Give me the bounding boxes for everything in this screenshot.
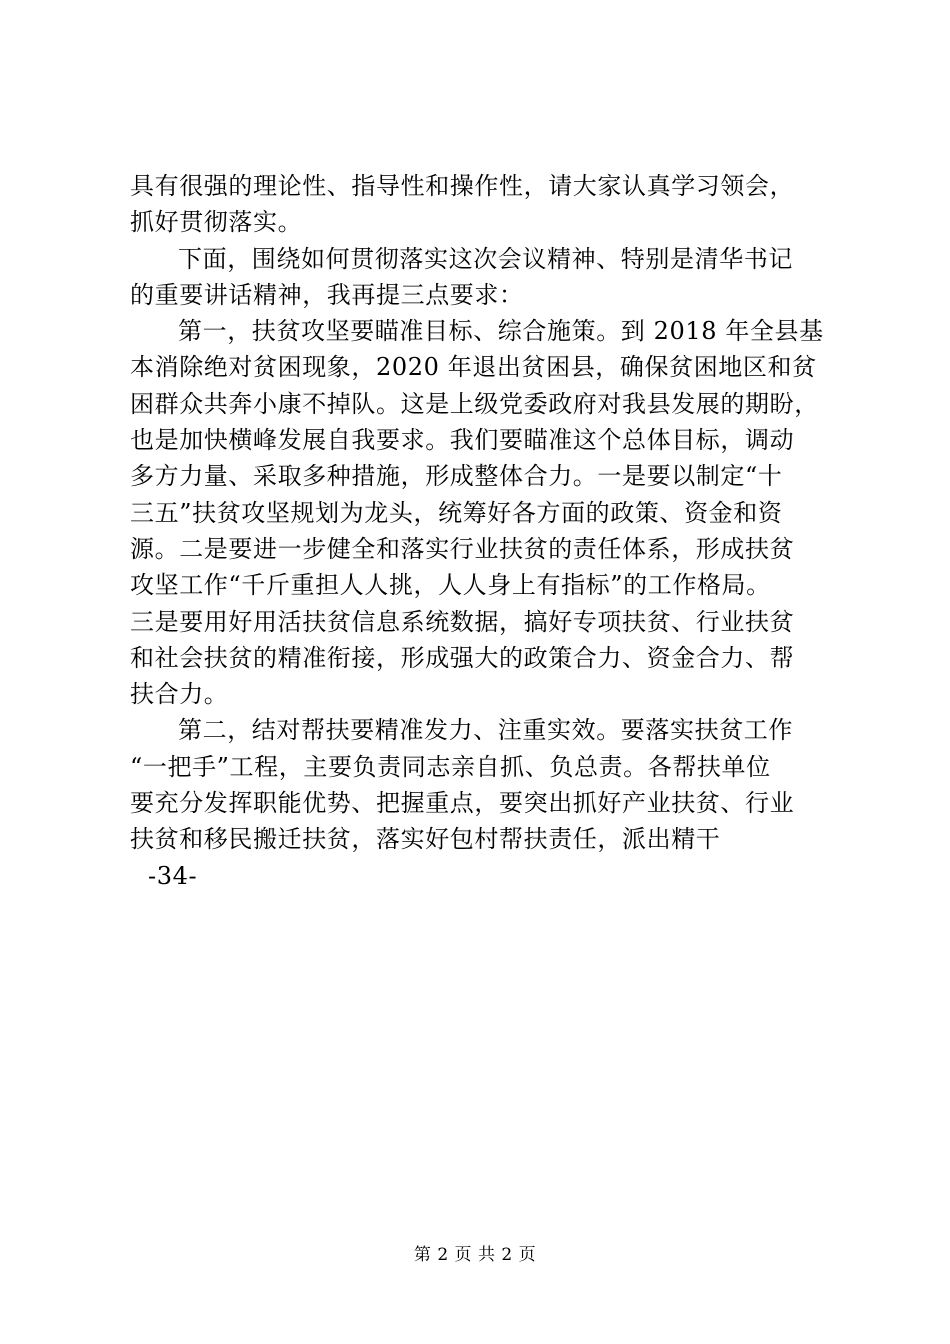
page-footer: 第 2 页 共 2 页 [413, 1245, 537, 1265]
body-line: 要充分发挥职能优势、把握重点，要突出抓好产业扶贫、行业 [130, 789, 795, 818]
body-line: 第一，扶贫攻坚要瞄准目标、综合施策。到 2018 年全县基 [178, 317, 824, 346]
body-line: 第二，结对帮扶要精准发力、注重实效。要落实扶贫工作 [178, 716, 793, 745]
body-line: 的重要讲话精神，我再提三点要求： [130, 280, 524, 309]
body-line: 本消除绝对贫困现象，2020 年退出贫困县，确保贫困地区和贫 [130, 353, 817, 382]
body-line: 三五”扶贫攻坚规划为龙头，统筹好各方面的政策、资金和资 [130, 498, 783, 527]
body-line: 多方力量、采取多种措施，形成整体合力。一是要以制定“十 [130, 462, 783, 491]
body-line: 三是要用好用活扶贫信息系统数据，搞好专项扶贫、行业扶贫 [130, 607, 795, 636]
document-body [130, 168, 830, 894]
body-line: 具有很强的理论性、指导性和操作性，请大家认真学习领会， [130, 172, 795, 200]
body-line: “一把手”工程，主要负责同志亲自抓、负总责。各帮扶单位 [130, 752, 771, 781]
body-line: 下面，围绕如何贯彻落实这次会议精神、特别是清华书记 [178, 244, 793, 273]
body-line: 和社会扶贫的精准衔接，形成强大的政策合力、资金合力、帮 [130, 643, 795, 672]
body-line: 扶合力。 [130, 680, 229, 709]
body-line: 攻坚工作“千斤重担人人挑，人人身上有指标”的工作格局。 [130, 571, 771, 600]
inline-page-number: -34- [148, 861, 198, 890]
body-line: 扶贫和移民搬迁扶贫，落实好包村帮扶责任，派出精干 [130, 825, 721, 854]
body-line: 也是加快横峰发展自我要求。我们要瞄准这个总体目标，调动 [130, 426, 795, 455]
body-line: 抓好贯彻落实。 [130, 208, 303, 237]
body-line: 困群众共奔小康不掉队。这是上级党委政府对我县发展的期盼， [130, 389, 819, 418]
body-line: 源。二是要进一步健全和落实行业扶贫的责任体系，形成扶贫 [130, 534, 795, 563]
